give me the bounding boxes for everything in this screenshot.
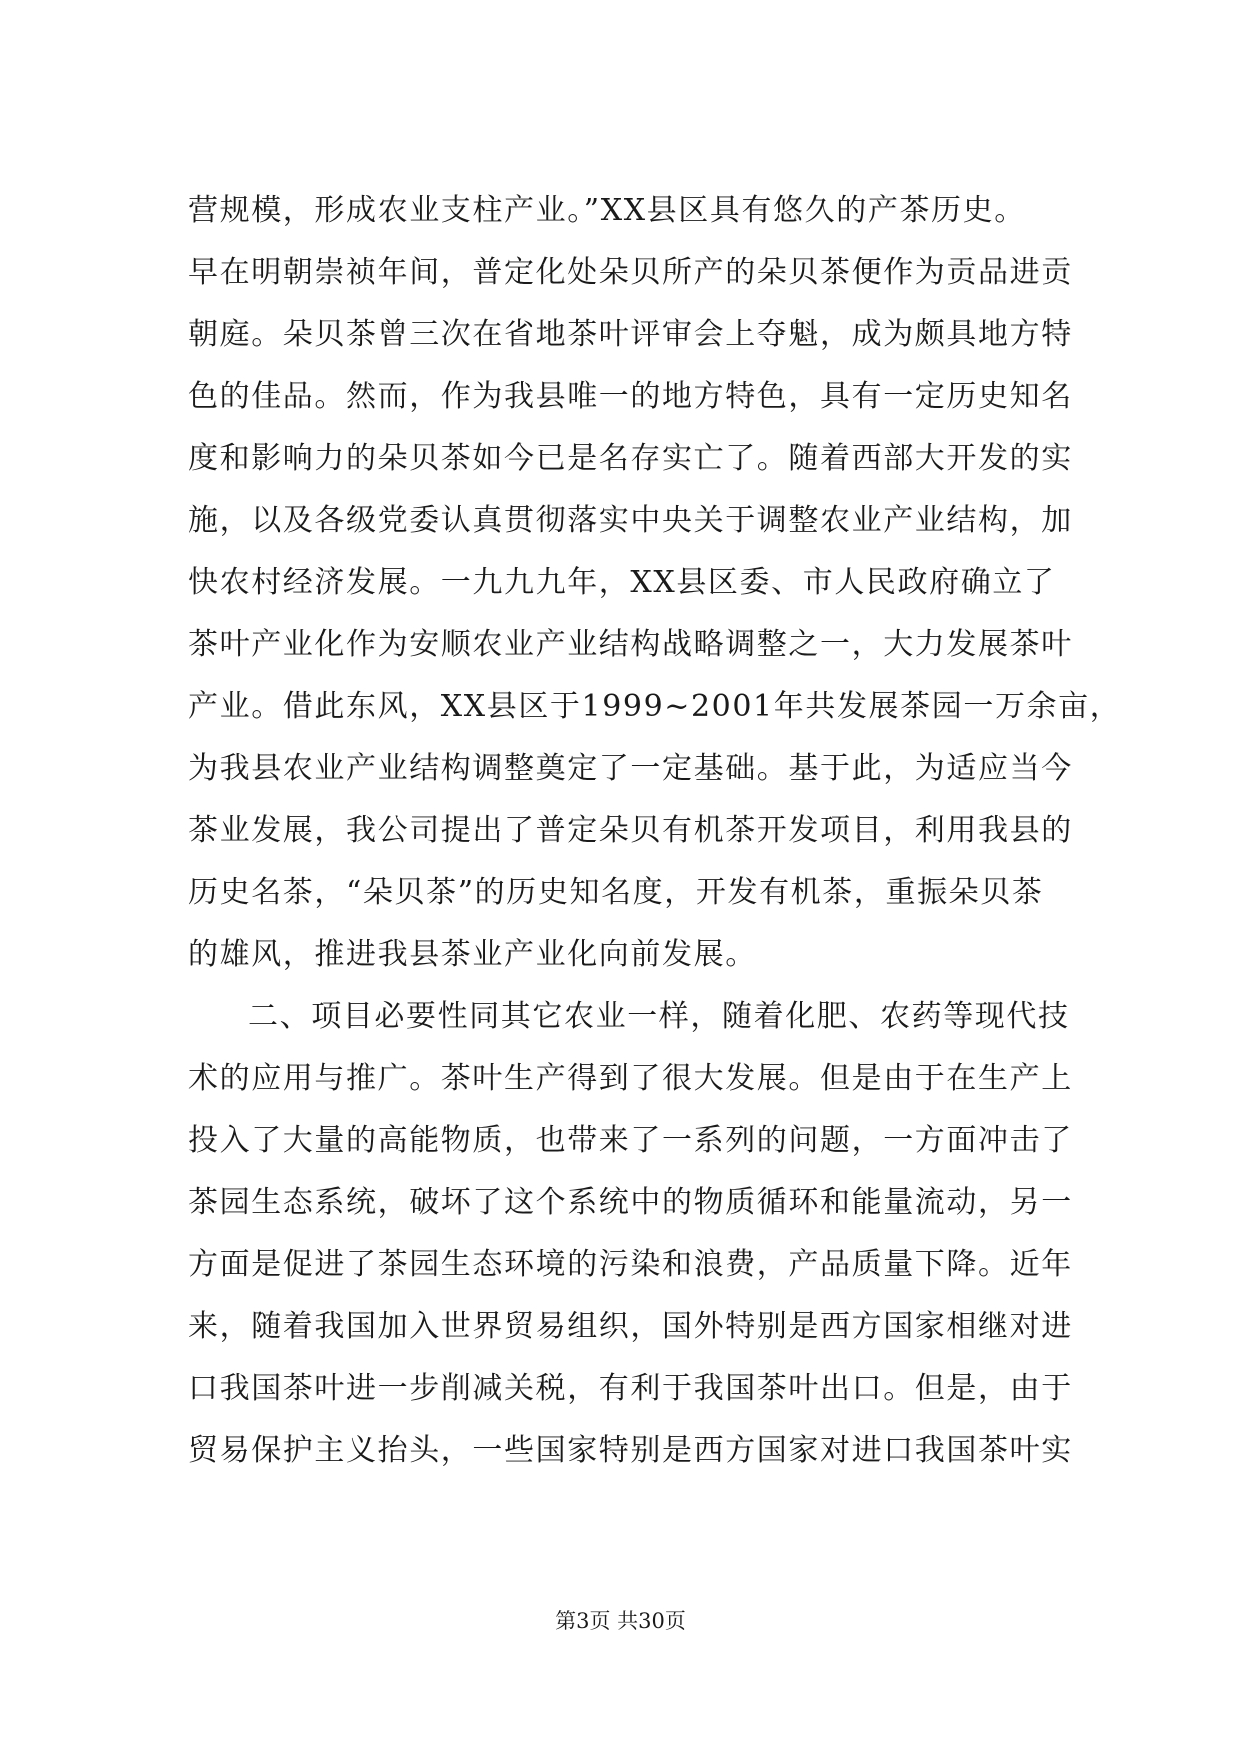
text-line: 历史名茶，“朵贝茶”的历史知名度，开发有机茶，重振朵贝茶: [188, 875, 1044, 910]
page-number-footer: 第3页 共30页: [555, 1609, 686, 1633]
text-line: 口我国茶叶进一步削减关税，有利于我国茶叶出口。但是，由于: [188, 1371, 1073, 1406]
text-line: 色的佳品。然而，作为我县唯一的地方特色，具有一定历史知名: [188, 379, 1073, 414]
text-line: 施，以及各级党委认真贯彻落实中央关于调整农业产业结构，加: [188, 503, 1073, 538]
text-line: 早在明朝崇祯年间，普定化处朵贝所产的朵贝茶便作为贡品进贡: [188, 255, 1073, 290]
text-line: 的雄风，推进我县茶业产业化向前发展。: [188, 937, 757, 972]
text-line: 为我县农业产业结构调整奠定了一定基础。基于此，为适应当今: [188, 751, 1073, 786]
text-line: 产业。借此东风，XX县区于1999~2001年共发展茶园一万余亩，: [188, 689, 1122, 724]
text-line: 茶园生态系统，破坏了这个系统中的物质循环和能量流动，另一: [188, 1185, 1073, 1220]
text-line: 茶叶产业化作为安顺农业产业结构战略调整之一，大力发展茶叶: [188, 627, 1073, 662]
text-line: 茶业发展，我公司提出了普定朵贝有机茶开发项目，利用我县的: [188, 813, 1073, 848]
text-line: 投入了大量的高能物质，也带来了一系列的问题，一方面冲击了: [188, 1123, 1073, 1158]
text-line: 营规模，形成农业支柱产业。”XX县区具有悠久的产茶历史。: [188, 193, 1026, 228]
text-line: 来，随着我国加入世界贸易组织，国外特别是西方国家相继对进: [188, 1309, 1073, 1344]
text-line: 术的应用与推广。茶叶生产得到了很大发展。但是由于在生产上: [188, 1061, 1073, 1096]
text-line: 方面是促进了茶园生态环境的污染和浪费，产品质量下降。近年: [188, 1247, 1073, 1282]
text-line: 贸易保护主义抬头，一些国家特别是西方国家对进口我国茶叶实: [188, 1433, 1073, 1468]
text-line: 朝庭。朵贝茶曾三次在省地茶叶评审会上夺魁，成为颇具地方特: [188, 317, 1073, 352]
text-line: 快农村经济发展。一九九九年，XX县区委、市人民政府确立了: [188, 565, 1056, 600]
body-text: [188, 180, 1122, 1482]
section-heading-line: 二、项目必要性同其它农业一样，随着化肥、农药等现代技: [248, 999, 1070, 1034]
text-line: 度和影响力的朵贝茶如今已是名存实亡了。随着西部大开发的实: [188, 441, 1073, 476]
